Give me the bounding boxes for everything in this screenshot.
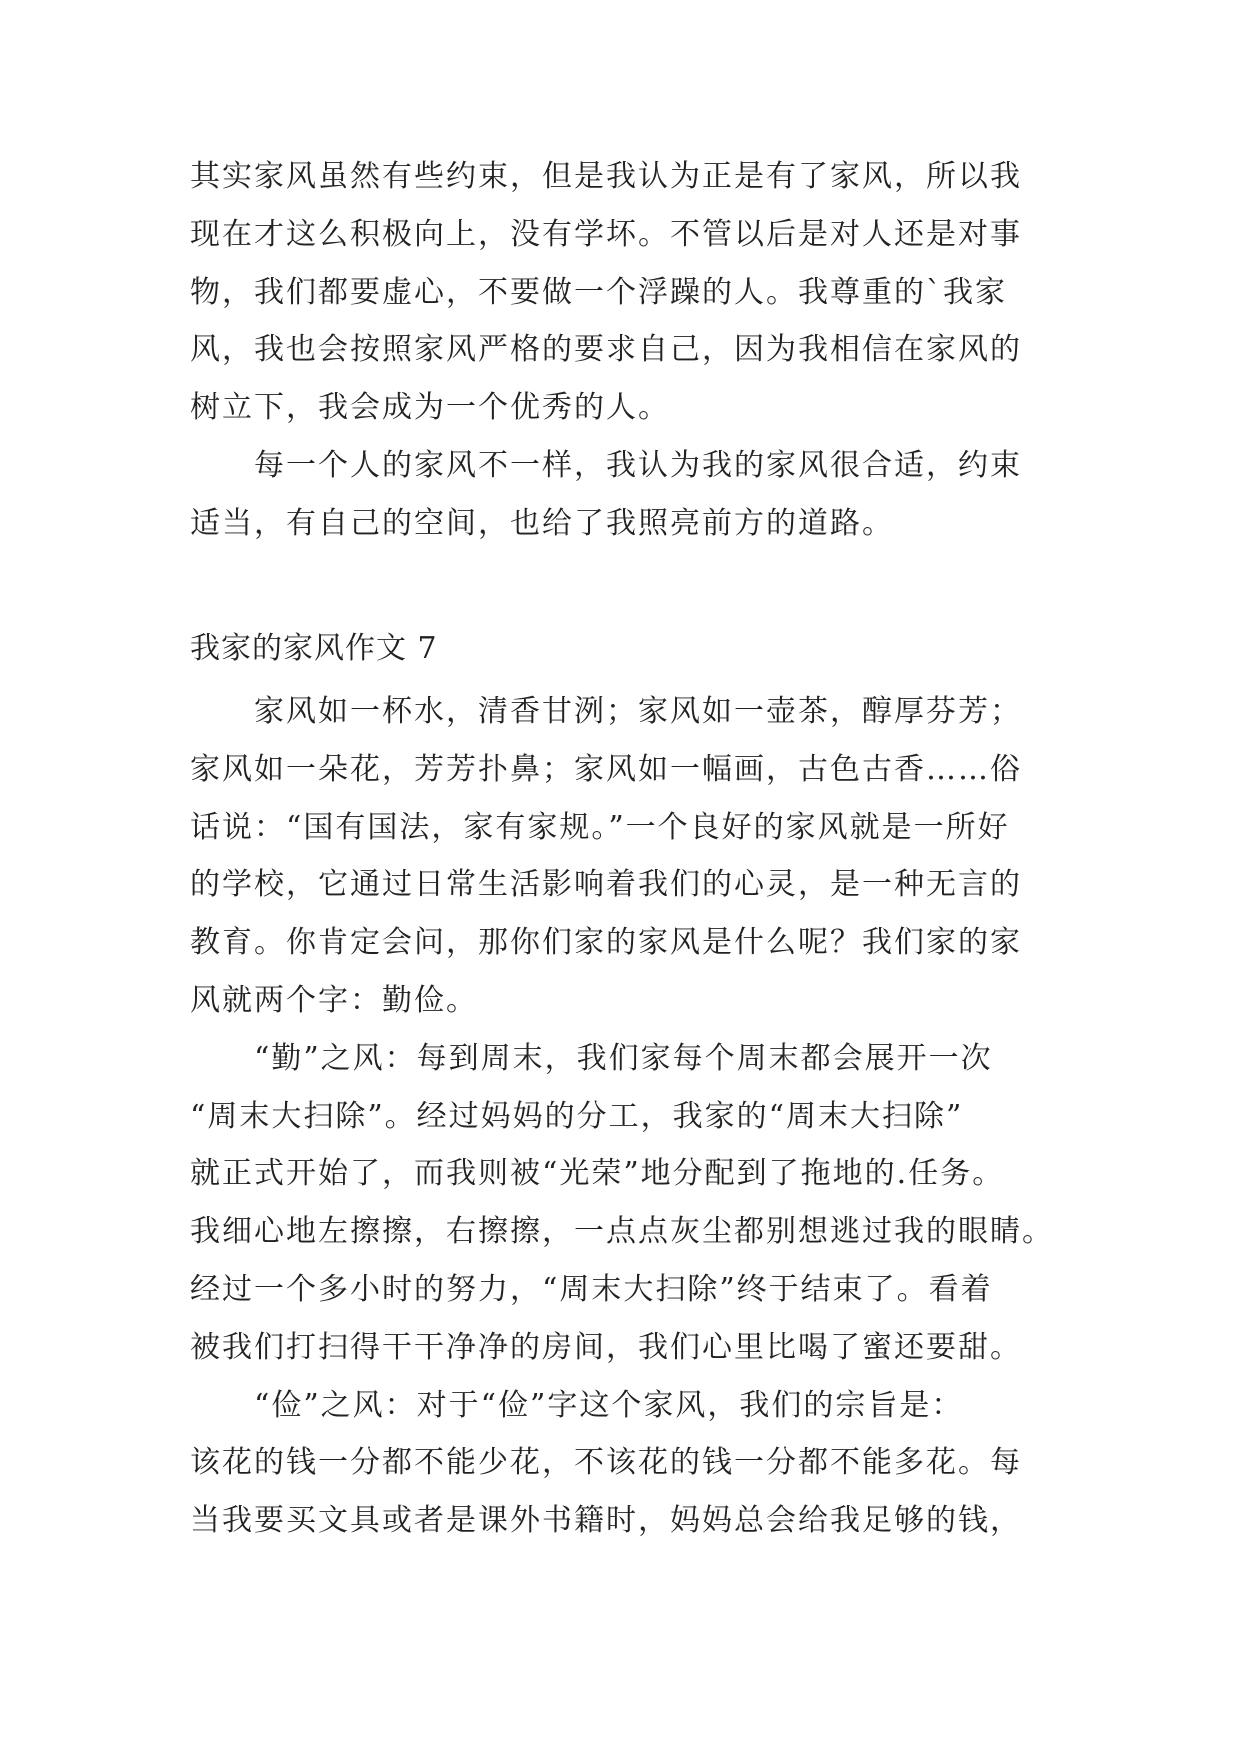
- text-line: 我细心地左擦擦，右擦擦，一点点灰尘都别想逃过我的眼睛。: [190, 1214, 1054, 1250]
- text-line: 被我们打扫得干干净净的房间，我们心里比喝了蜜还要甜。: [190, 1329, 1022, 1365]
- text-line: 家风如一杯水，清香甘洌；家风如一壶茶，醇厚芬芳；: [190, 694, 1022, 729]
- text-line: “勤”之风：每到周末，我们家每个周末都会展开一次: [190, 1040, 993, 1076]
- text-line: 教育。你肯定会问，那你们家的家风是什么呢？我们家的家: [190, 925, 1022, 961]
- body-paragraphs-top: [190, 148, 1052, 553]
- text-line: 家风如一朵花，芳芳扑鼻；家风如一幅画，古色古香……俗: [190, 751, 1022, 787]
- text-line: 风，我也会按照家风严格的要求自己，因为我相信在家风的: [190, 332, 1022, 368]
- text-line: “周末大扫除”。经过妈妈的分工，我家的“周末大扫除”: [190, 1098, 964, 1134]
- text-line: 的学校，它通过日常生活影响着我们的心灵，是一种无言的: [190, 867, 1022, 903]
- text-line: 现在才这么积极向上，没有学坏。不管以后是对人还是对事: [190, 216, 1022, 252]
- text-line: 当我要买文具或者是课外书籍时，妈妈总会给我足够的钱，: [190, 1503, 1022, 1539]
- text-line: 风就两个字：勤俭。: [190, 982, 478, 1018]
- text-line: 每一个人的家风不一样，我认为我的家风很合适，约束: [190, 447, 1022, 483]
- text-line: 适当，有自己的空间，也给了我照亮前方的道路。: [190, 505, 894, 541]
- text-line: 经过一个多小时的努力，“周末大扫除”终于结束了。看着: [190, 1271, 993, 1307]
- text-line: “俭”之风：对于“俭”字这个家风，我们的宗旨是：: [190, 1387, 964, 1423]
- text-line: 物，我们都要虚心，不要做一个浮躁的人。我尊重的`我家: [190, 274, 1007, 310]
- text-line: 其实家风虽然有些约束，但是我认为正是有了家风，所以我: [190, 159, 1022, 194]
- body-paragraphs-main: [190, 683, 1052, 1550]
- text-line: 树立下，我会成为一个优秀的人。: [190, 390, 670, 426]
- text-line: 就正式开始了，而我则被“光荣”地分配到了拖地的.任务。: [190, 1156, 1005, 1192]
- text-line: 该花的钱一分都不能少花，不该花的钱一分都不能多花。每: [190, 1445, 1022, 1481]
- text-line: 话说：“国有国法，家有家规。”一个良好的家风就是一所好: [190, 809, 1010, 845]
- section-heading: 我家的家风作文 7: [190, 631, 438, 666]
